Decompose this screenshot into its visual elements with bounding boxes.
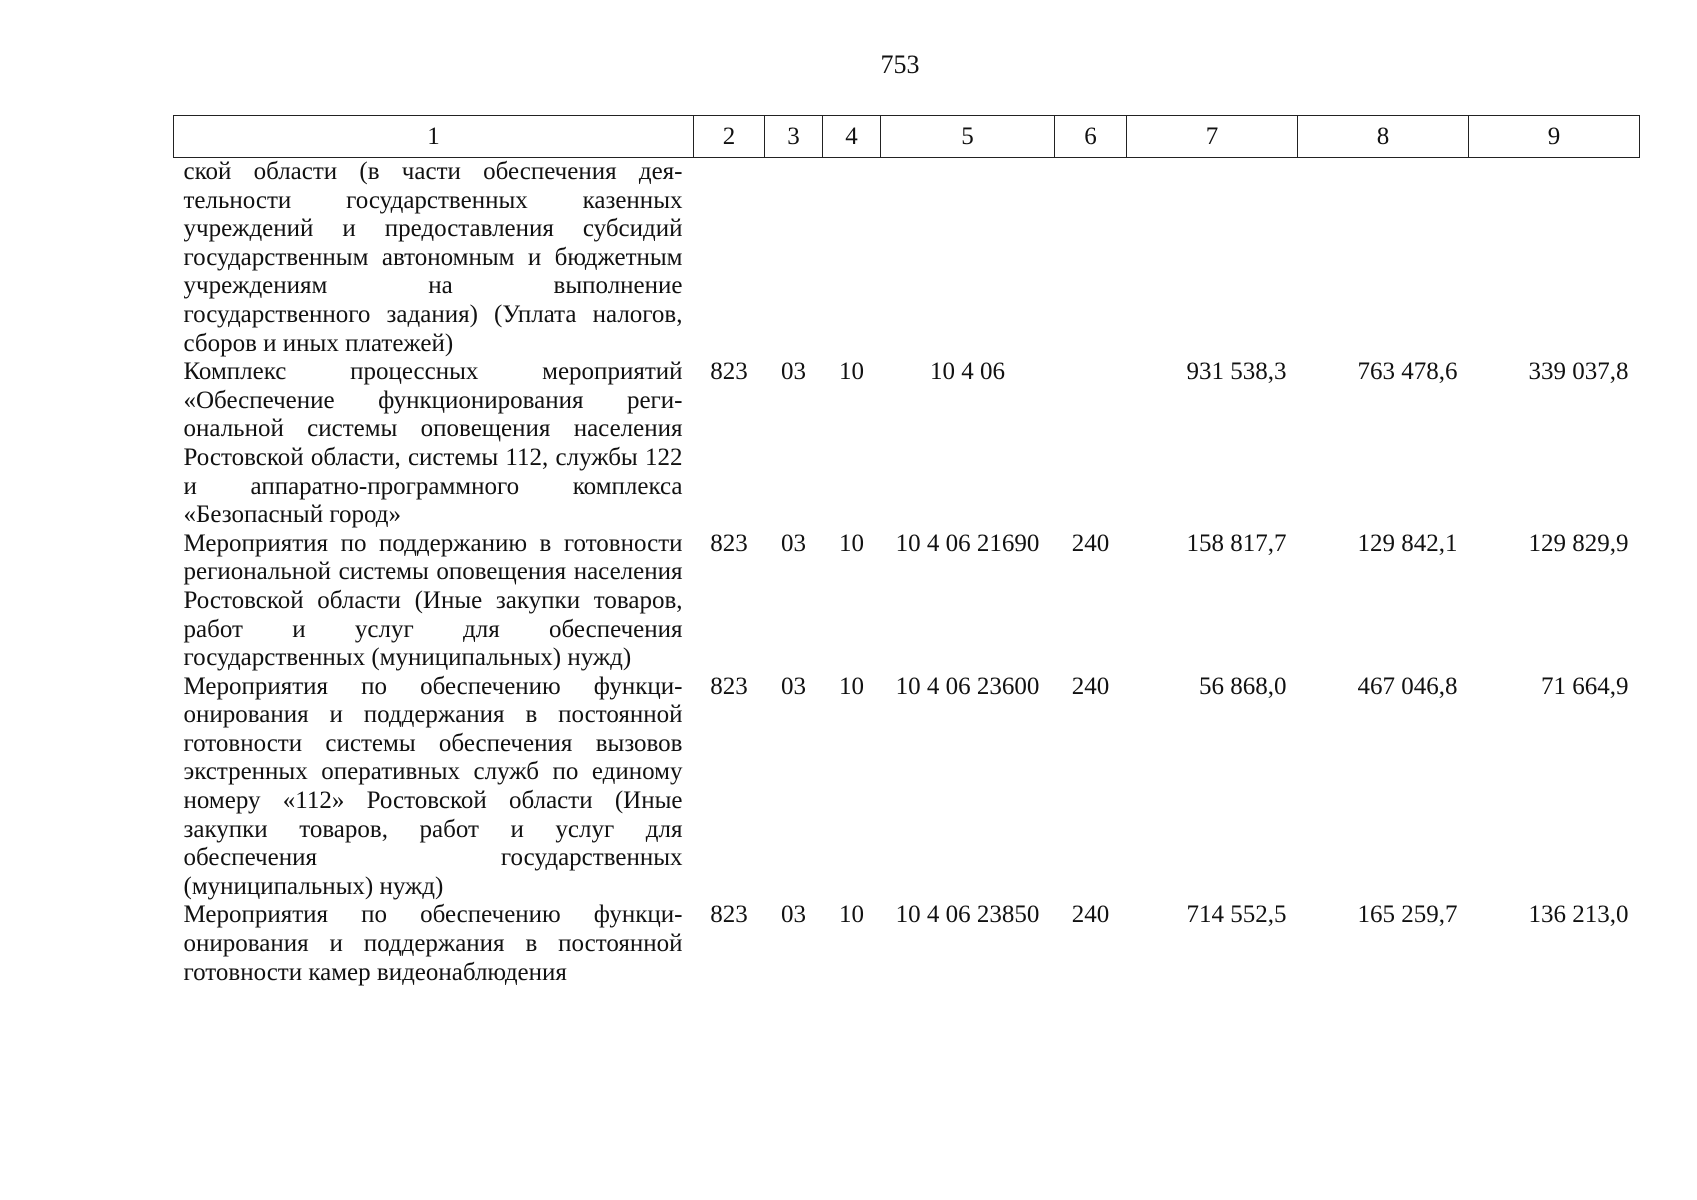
header-col-6: 6 [1055,116,1127,158]
row-description: Комплекс процессных мероприятий «Обеспечение функционирования региональной системы оповещения населения Ростовской области, системы 112, службы 122 и аппаратно-программного комплекса «Безопасный город» [183,358,683,529]
header-col-5: 5 [881,116,1055,158]
row-subsection-code: 10 [839,358,864,386]
budget-table [173,115,1640,987]
row-section-code: 03 [781,672,806,700]
row-amount-7 [1127,158,1298,359]
header-row [174,116,1640,158]
row-section-code: 03 [781,901,806,929]
row-subsection-code: 10 [839,672,864,700]
row-expense-type [1055,358,1127,530]
header-col-1: 1 [174,116,694,158]
row-description: Мероприятия по обеспечению функционирования и поддержания в постоянной готовности системы обеспечения вызовов экстренных оперативных служб по единому номеру «112» Ростовской области (Иные закупки товаров, работ и услуг для обеспечения государственных (муниципальных) нужд) [183,672,683,900]
row-section-code: 03 [781,529,806,557]
table-row [174,158,1640,359]
row-subsection-code [823,158,881,359]
row-amount-9: 339 037,8 [1528,358,1629,386]
page-number: 753 [880,50,920,79]
header-col-2: 2 [694,116,765,158]
row-description: Мероприятия по обеспечению функционирования и поддержания в постоянной готовности камер видеонаблюдения [183,901,683,986]
table-row [174,530,1640,673]
row-amount-7: 931 538,3 [1186,358,1287,386]
row-description: Мероприятия по поддержанию в готовности региональной системы оповещения населения Ростовской области (Иные закупки товаров, работ и услуг для обеспечения государственных (муниципальных) нужд) [183,529,683,672]
row-description: ской области (в части обеспечения деятельности государственных казенных учреждений и предоставления субсидий государственным автономным и бюджетным учреждениям на выполнение государственного задания) (Уплата налогов, сборов и иных платежей) [183,158,683,357]
row-amount-9: 71 664,9 [1541,672,1629,700]
row-amount-7: 714 552,5 [1186,901,1287,929]
row-ministry-code: 823 [710,529,748,557]
row-target-article: 10 4 06 23600 [895,672,1040,700]
row-amount-9: 129 829,9 [1528,529,1629,557]
table-row [174,358,1640,530]
header-col-9: 9 [1469,116,1640,158]
row-subsection-code: 10 [839,529,864,557]
row-amount-8: 165 259,7 [1357,901,1458,929]
row-expense-type: 240 [1071,901,1110,929]
row-amount-8: 129 842,1 [1357,529,1458,557]
row-section-code: 03 [781,358,806,386]
table-row [174,673,1640,902]
row-target-article: 10 4 06 23850 [895,901,1040,929]
row-expense-type: 240 [1071,529,1110,557]
row-ministry-code: 823 [710,358,748,386]
header-col-4: 4 [823,116,881,158]
table-row [174,901,1640,987]
row-amount-8: 467 046,8 [1357,672,1458,700]
header-col-7: 7 [1127,116,1298,158]
row-ministry-code: 823 [710,901,748,929]
row-ministry-code [694,158,765,359]
row-amount-8 [1298,158,1469,359]
row-target-article [881,158,1055,359]
row-amount-7: 56 868,0 [1199,672,1287,700]
header-col-8: 8 [1298,116,1469,158]
row-amount-8: 763 478,6 [1357,358,1458,386]
header-col-3: 3 [765,116,823,158]
row-amount-9: 136 213,0 [1528,901,1629,929]
row-amount-9 [1469,158,1640,359]
row-expense-type: 240 [1071,672,1110,700]
row-subsection-code: 10 [839,901,864,929]
row-expense-type [1055,158,1127,359]
row-ministry-code: 823 [710,672,748,700]
row-section-code [765,158,823,359]
row-amount-7: 158 817,7 [1186,529,1287,557]
row-target-article: 10 4 06 21690 [895,529,1040,557]
row-target-article: 10 4 06 [930,358,1005,386]
